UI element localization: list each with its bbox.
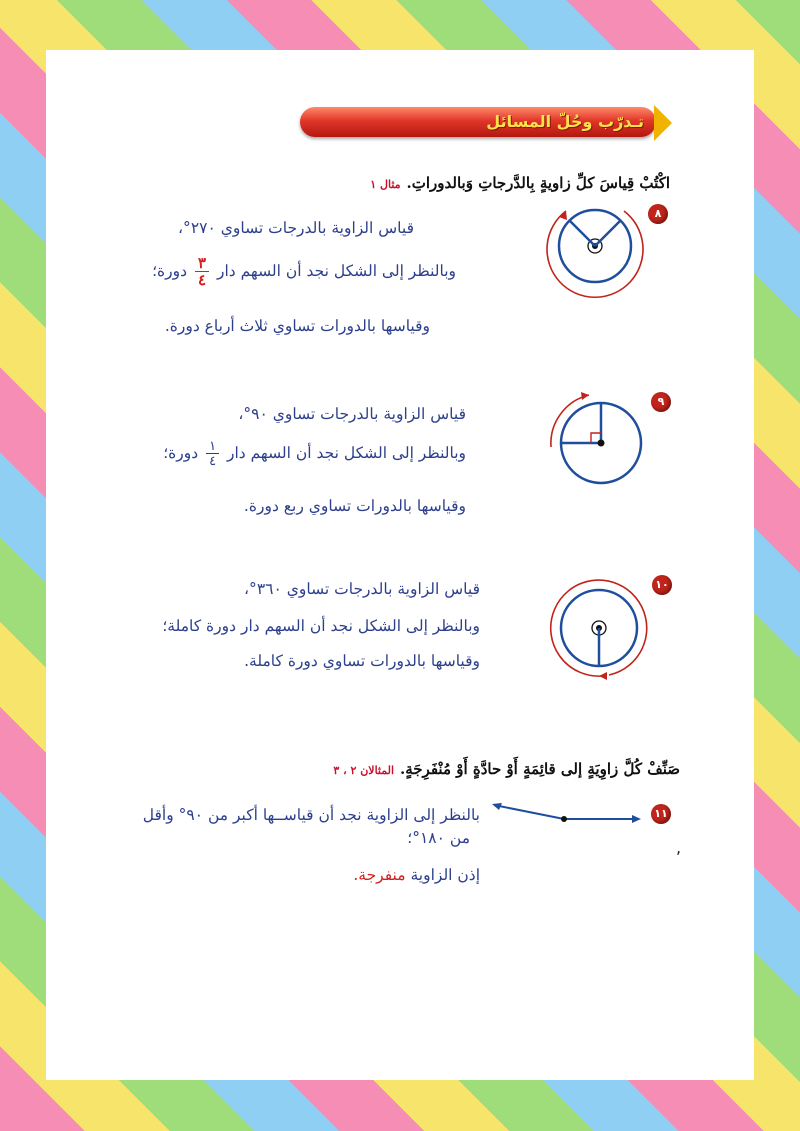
instruction-1-ref: مثال ١	[370, 178, 401, 191]
answer-9-line-2-pre: وبالنظر إلى الشكل نجد أن السهم دار	[226, 444, 466, 462]
figure-straight-line-angle	[480, 800, 650, 830]
answer-9-line-3: وقياسها بالدورات تساوي ربع دورة.	[243, 497, 466, 515]
answer-11-highlight: منفرجة.	[353, 866, 406, 884]
instruction-2-ref: المثالان ٢ ، ٣	[333, 764, 395, 777]
banner-title: تـدرّب وحُلّ المسائل	[486, 112, 644, 131]
trailing-comma: ,	[676, 838, 682, 857]
answer-11-line-3	[353, 866, 480, 884]
answer-8-line-2	[152, 256, 456, 288]
answer-8-line-3: وقياسها بالدورات تساوي ثلاث أرباع دورة.	[164, 317, 430, 335]
answer-11-line-2: من ١٨٠°؛	[407, 829, 470, 847]
instruction-2-text: صَنِّفْ كُلَّ زاوِيَةٍ إلى قائِمَةٍ أَوْ حادَّةٍ أَوْ مُنْفَرِجَةٍ.	[400, 760, 680, 778]
fraction-9-numerator: ١	[206, 440, 219, 454]
answer-10-line-2: وبالنظر إلى الشكل نجد أن السهم دار دورة كاملة؛	[162, 617, 480, 635]
fraction-8-numerator: ٣	[195, 256, 209, 272]
figure-angle-90	[540, 385, 650, 495]
instruction-2	[180, 760, 680, 778]
fraction-9-denominator: ٤	[209, 454, 217, 469]
answer-10-line-1: قياس الزاوية بالدرجات تساوي ٣٦٠°،	[244, 580, 480, 598]
answer-11-line-1: بالنظر إلى الزاوية نجد أن قياســها أكبر من ٩٠° وأقل	[142, 806, 480, 824]
question-number-9: ٩	[651, 392, 671, 412]
instruction-1	[230, 174, 670, 192]
fraction-8-denominator: ٤	[197, 271, 207, 289]
answer-9-line-1: قياس الزاوية بالدرجات تساوي ٩٠°،	[238, 405, 466, 423]
answer-9-line-2	[163, 440, 466, 468]
question-number-11: ١١	[651, 804, 671, 824]
answer-8-line-2-pre: وبالنظر إلى الشكل نجد أن السهم دار	[216, 262, 456, 280]
figure-angle-360	[545, 572, 655, 687]
fraction-one-quarter	[206, 440, 219, 468]
banner-arrow-icon	[654, 105, 672, 141]
instruction-1-text: اكْتُبْ قِياسَ كلِّ زاويةٍ بِالدَّرجاتِ وَبالدوراتِ.	[406, 174, 670, 192]
question-number-8: ٨	[648, 204, 668, 224]
answer-11-line-3-pre: إذن الزاوية	[410, 866, 480, 884]
answer-9-line-2-post: دورة؛	[163, 444, 199, 462]
section-banner	[300, 105, 672, 141]
page	[46, 50, 754, 1080]
answer-10-line-3: وقياسها بالدورات تساوي دورة كاملة.	[244, 652, 480, 670]
fraction-three-quarters	[195, 256, 209, 288]
answer-8-line-2-post: دورة؛	[152, 262, 188, 280]
figure-angle-270	[545, 200, 645, 300]
question-number-10: ١٠	[652, 575, 672, 595]
answer-8-line-1: قياس الزاوية بالدرجات تساوي ٢٧٠°،	[178, 219, 414, 237]
